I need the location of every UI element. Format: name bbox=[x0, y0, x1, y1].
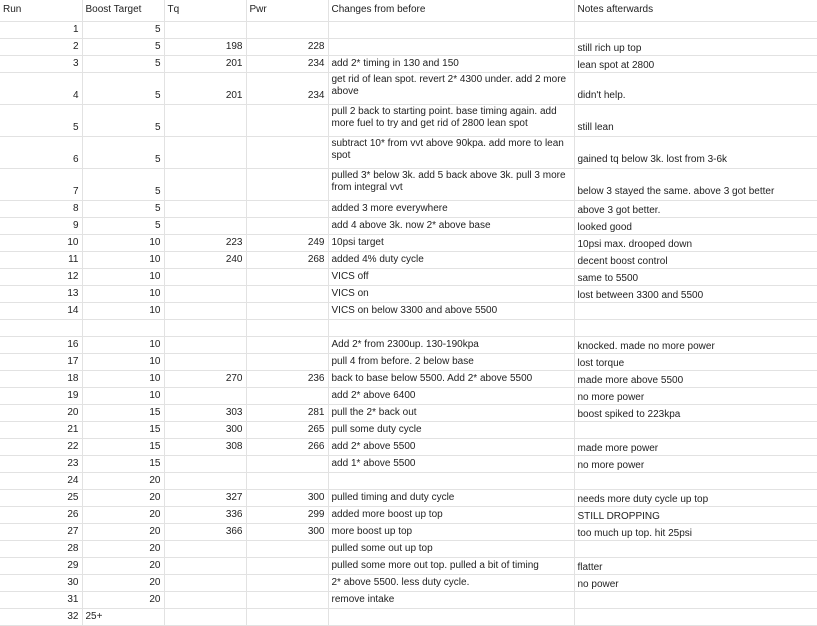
cell-notes[interactable]: 10psi max. drooped down bbox=[574, 235, 817, 252]
cell-pwr[interactable] bbox=[246, 575, 328, 592]
cell-pwr[interactable] bbox=[246, 303, 328, 320]
cell-pwr[interactable]: 234 bbox=[246, 73, 328, 105]
cell-run[interactable]: 8 bbox=[0, 201, 82, 218]
cell-boost-target[interactable]: 15 bbox=[82, 456, 164, 473]
table-row bbox=[0, 235, 817, 252]
cell-boost-target[interactable]: 5 bbox=[82, 105, 164, 137]
cell-tq[interactable] bbox=[164, 320, 246, 337]
cell-boost-target[interactable]: 10 bbox=[82, 252, 164, 269]
cell-pwr[interactable] bbox=[246, 592, 328, 609]
cell-notes[interactable]: gained tq below 3k. lost from 3-6k bbox=[574, 137, 817, 169]
cell-pwr[interactable] bbox=[246, 337, 328, 354]
cell-run[interactable]: 19 bbox=[0, 388, 82, 405]
cell-run[interactable]: 25 bbox=[0, 490, 82, 507]
cell-notes[interactable]: same to 5500 bbox=[574, 269, 817, 286]
cell-boost-target[interactable]: 5 bbox=[82, 137, 164, 169]
cell-pwr[interactable] bbox=[246, 354, 328, 371]
cell-changes[interactable]: VICS on below 3300 and above 5500 bbox=[328, 303, 574, 320]
cell-boost-target[interactable]: 15 bbox=[82, 422, 164, 439]
cell-boost-target[interactable]: 10 bbox=[82, 371, 164, 388]
header-changes[interactable]: Changes from before bbox=[328, 0, 574, 22]
cell-notes[interactable]: decent boost control bbox=[574, 252, 817, 269]
table-row bbox=[0, 405, 817, 422]
cell-run[interactable]: 26 bbox=[0, 507, 82, 524]
cell-changes[interactable]: VICS on bbox=[328, 286, 574, 303]
table-row bbox=[0, 22, 817, 39]
cell-notes[interactable] bbox=[574, 541, 817, 558]
table-row bbox=[0, 609, 817, 626]
table-row bbox=[0, 371, 817, 388]
cell-notes[interactable]: STILL DROPPING bbox=[574, 507, 817, 524]
table-row bbox=[0, 490, 817, 507]
cell-tq[interactable] bbox=[164, 105, 246, 137]
cell-run[interactable]: 3 bbox=[0, 56, 82, 73]
cell-pwr[interactable]: 234 bbox=[246, 56, 328, 73]
cell-boost-target[interactable]: 10 bbox=[82, 269, 164, 286]
table-row bbox=[0, 252, 817, 269]
cell-run[interactable]: 24 bbox=[0, 473, 82, 490]
cell-tq[interactable] bbox=[164, 169, 246, 201]
cell-tq[interactable] bbox=[164, 269, 246, 286]
table-row bbox=[0, 56, 817, 73]
header-run[interactable]: Run bbox=[0, 0, 82, 22]
cell-boost-target[interactable]: 20 bbox=[82, 541, 164, 558]
cell-tq[interactable]: 198 bbox=[164, 39, 246, 56]
table-row bbox=[0, 201, 817, 218]
cell-pwr[interactable] bbox=[246, 456, 328, 473]
cell-changes[interactable] bbox=[328, 320, 574, 337]
cell-boost-target[interactable]: 20 bbox=[82, 507, 164, 524]
cell-notes[interactable]: made more power bbox=[574, 439, 817, 456]
cell-tq[interactable] bbox=[164, 218, 246, 235]
cell-boost-target[interactable]: 5 bbox=[82, 22, 164, 39]
cell-run[interactable]: 32 bbox=[0, 609, 82, 626]
cell-notes[interactable]: flatter bbox=[574, 558, 817, 575]
cell-notes[interactable]: boost spiked to 223kpa bbox=[574, 405, 817, 422]
cell-pwr[interactable] bbox=[246, 218, 328, 235]
cell-boost-target[interactable]: 5 bbox=[82, 169, 164, 201]
cell-changes[interactable]: pulled timing and duty cycle bbox=[328, 490, 574, 507]
header-tq[interactable]: Tq bbox=[164, 0, 246, 22]
cell-tq[interactable]: 366 bbox=[164, 524, 246, 541]
cell-notes[interactable] bbox=[574, 303, 817, 320]
cell-notes[interactable]: lost between 3300 and 5500 bbox=[574, 286, 817, 303]
cell-changes[interactable] bbox=[328, 22, 574, 39]
cell-boost-target[interactable]: 5 bbox=[82, 201, 164, 218]
cell-pwr[interactable]: 300 bbox=[246, 524, 328, 541]
cell-boost-target[interactable]: 20 bbox=[82, 490, 164, 507]
table-row bbox=[0, 73, 817, 105]
cell-pwr[interactable] bbox=[246, 558, 328, 575]
cell-tq[interactable] bbox=[164, 575, 246, 592]
cell-notes[interactable] bbox=[574, 320, 817, 337]
cell-boost-target[interactable]: 10 bbox=[82, 235, 164, 252]
cell-changes[interactable] bbox=[328, 609, 574, 626]
cell-notes[interactable]: looked good bbox=[574, 218, 817, 235]
table-row bbox=[0, 473, 817, 490]
cell-tq[interactable]: 201 bbox=[164, 56, 246, 73]
cell-pwr[interactable]: 228 bbox=[246, 39, 328, 56]
cell-notes[interactable]: no power bbox=[574, 575, 817, 592]
cell-changes[interactable]: Add 2* from 2300up. 130-190kpa bbox=[328, 337, 574, 354]
table-row bbox=[0, 286, 817, 303]
cell-changes[interactable]: 2* above 5500. less duty cycle. bbox=[328, 575, 574, 592]
cell-tq[interactable]: 300 bbox=[164, 422, 246, 439]
cell-notes[interactable]: lean spot at 2800 bbox=[574, 56, 817, 73]
cell-notes[interactable]: no more power bbox=[574, 456, 817, 473]
table-body bbox=[0, 22, 817, 626]
cell-changes[interactable]: add 2* above 5500 bbox=[328, 439, 574, 456]
table-row bbox=[0, 524, 817, 541]
cell-run[interactable]: 29 bbox=[0, 558, 82, 575]
cell-notes[interactable]: lost torque bbox=[574, 354, 817, 371]
table-row bbox=[0, 422, 817, 439]
cell-tq[interactable] bbox=[164, 137, 246, 169]
cell-notes[interactable]: made more above 5500 bbox=[574, 371, 817, 388]
cell-boost-target[interactable]: 10 bbox=[82, 354, 164, 371]
cell-boost-target[interactable] bbox=[82, 320, 164, 337]
cell-notes[interactable] bbox=[574, 22, 817, 39]
cell-changes[interactable]: added 3 more everywhere bbox=[328, 201, 574, 218]
cell-tq[interactable]: 327 bbox=[164, 490, 246, 507]
cell-tq[interactable]: 201 bbox=[164, 73, 246, 105]
cell-run[interactable]: 16 bbox=[0, 337, 82, 354]
cell-boost-target[interactable]: 10 bbox=[82, 286, 164, 303]
table-row bbox=[0, 592, 817, 609]
cell-pwr[interactable]: 236 bbox=[246, 371, 328, 388]
table-row bbox=[0, 137, 817, 169]
cell-boost-target[interactable]: 10 bbox=[82, 337, 164, 354]
cell-run[interactable]: 30 bbox=[0, 575, 82, 592]
cell-notes[interactable]: knocked. made no more power bbox=[574, 337, 817, 354]
cell-notes[interactable]: below 3 stayed the same. above 3 got better bbox=[574, 169, 817, 201]
header-notes[interactable]: Notes afterwards bbox=[574, 0, 817, 22]
cell-run[interactable]: 14 bbox=[0, 303, 82, 320]
cell-run[interactable]: 12 bbox=[0, 269, 82, 286]
cell-boost-target[interactable]: 10 bbox=[82, 388, 164, 405]
cell-run[interactable]: 23 bbox=[0, 456, 82, 473]
cell-pwr[interactable] bbox=[246, 105, 328, 137]
cell-run[interactable]: 31 bbox=[0, 592, 82, 609]
table-row bbox=[0, 169, 817, 201]
cell-notes[interactable]: still lean bbox=[574, 105, 817, 137]
cell-tq[interactable] bbox=[164, 558, 246, 575]
cell-changes[interactable]: more boost up top bbox=[328, 524, 574, 541]
cell-tq[interactable] bbox=[164, 609, 246, 626]
table-row bbox=[0, 575, 817, 592]
cell-boost-target[interactable]: 20 bbox=[82, 575, 164, 592]
cell-pwr[interactable] bbox=[246, 22, 328, 39]
cell-changes[interactable]: subtract 10* from vvt above 90kpa. add more to lean spot bbox=[328, 137, 574, 169]
table-row bbox=[0, 456, 817, 473]
cell-boost-target[interactable]: 5 bbox=[82, 218, 164, 235]
cell-tq[interactable] bbox=[164, 201, 246, 218]
cell-run[interactable]: 5 bbox=[0, 105, 82, 137]
cell-run[interactable]: 7 bbox=[0, 169, 82, 201]
cell-changes[interactable] bbox=[328, 39, 574, 56]
cell-pwr[interactable] bbox=[246, 473, 328, 490]
cell-notes[interactable] bbox=[574, 609, 817, 626]
table-row bbox=[0, 320, 817, 337]
cell-run[interactable]: 28 bbox=[0, 541, 82, 558]
cell-boost-target[interactable]: 5 bbox=[82, 56, 164, 73]
cell-pwr[interactable] bbox=[246, 269, 328, 286]
cell-changes[interactable]: pull some duty cycle bbox=[328, 422, 574, 439]
table-row bbox=[0, 439, 817, 456]
cell-boost-target[interactable]: 25+ bbox=[82, 609, 164, 626]
cell-changes[interactable]: pulled some out up top bbox=[328, 541, 574, 558]
cell-tq[interactable]: 336 bbox=[164, 507, 246, 524]
cell-tq[interactable] bbox=[164, 592, 246, 609]
cell-changes[interactable]: pulled some more out top. pulled a bit of timing bbox=[328, 558, 574, 575]
cell-pwr[interactable] bbox=[246, 388, 328, 405]
cell-boost-target[interactable]: 5 bbox=[82, 39, 164, 56]
cell-tq[interactable] bbox=[164, 388, 246, 405]
cell-pwr[interactable]: 300 bbox=[246, 490, 328, 507]
cell-tq[interactable] bbox=[164, 354, 246, 371]
cell-tq[interactable] bbox=[164, 22, 246, 39]
cell-boost-target[interactable]: 10 bbox=[82, 303, 164, 320]
table-row bbox=[0, 39, 817, 56]
table-row bbox=[0, 337, 817, 354]
cell-tq[interactable]: 240 bbox=[164, 252, 246, 269]
cell-boost-target[interactable]: 20 bbox=[82, 592, 164, 609]
cell-notes[interactable] bbox=[574, 592, 817, 609]
cell-changes[interactable]: VICS off bbox=[328, 269, 574, 286]
cell-tq[interactable] bbox=[164, 473, 246, 490]
cell-changes[interactable]: 10psi target bbox=[328, 235, 574, 252]
table-row bbox=[0, 507, 817, 524]
cell-run[interactable]: 21 bbox=[0, 422, 82, 439]
cell-run[interactable]: 22 bbox=[0, 439, 82, 456]
cell-boost-target[interactable]: 5 bbox=[82, 73, 164, 105]
cell-run[interactable]: 18 bbox=[0, 371, 82, 388]
header-pwr[interactable]: Pwr bbox=[246, 0, 328, 22]
cell-run[interactable]: 13 bbox=[0, 286, 82, 303]
table-row bbox=[0, 558, 817, 575]
cell-run[interactable] bbox=[0, 320, 82, 337]
cell-tq[interactable] bbox=[164, 286, 246, 303]
cell-notes[interactable]: didn't help. bbox=[574, 73, 817, 105]
cell-changes[interactable]: added 4% duty cycle bbox=[328, 252, 574, 269]
cell-pwr[interactable] bbox=[246, 169, 328, 201]
cell-tq[interactable] bbox=[164, 541, 246, 558]
table-row bbox=[0, 354, 817, 371]
cell-changes[interactable]: pull 2 back to starting point. base timing again. add more fuel to try and get rid of 2800 lean spot bbox=[328, 105, 574, 137]
table-row bbox=[0, 269, 817, 286]
cell-changes[interactable] bbox=[328, 473, 574, 490]
cell-pwr[interactable]: 265 bbox=[246, 422, 328, 439]
cell-run[interactable]: 27 bbox=[0, 524, 82, 541]
cell-tq[interactable]: 308 bbox=[164, 439, 246, 456]
cell-tq[interactable]: 270 bbox=[164, 371, 246, 388]
cell-changes[interactable]: pull 4 from before. 2 below base bbox=[328, 354, 574, 371]
cell-pwr[interactable]: 268 bbox=[246, 252, 328, 269]
cell-boost-target[interactable]: 20 bbox=[82, 558, 164, 575]
cell-run[interactable]: 4 bbox=[0, 73, 82, 105]
cell-boost-target[interactable]: 20 bbox=[82, 524, 164, 541]
cell-pwr[interactable]: 266 bbox=[246, 439, 328, 456]
cell-pwr[interactable] bbox=[246, 541, 328, 558]
cell-changes[interactable]: add 1* above 5500 bbox=[328, 456, 574, 473]
cell-changes[interactable]: pull the 2* back out bbox=[328, 405, 574, 422]
cell-boost-target[interactable]: 15 bbox=[82, 439, 164, 456]
table-row bbox=[0, 541, 817, 558]
cell-run[interactable]: 20 bbox=[0, 405, 82, 422]
cell-changes[interactable]: add 2* above 6400 bbox=[328, 388, 574, 405]
header-row bbox=[0, 0, 817, 22]
cell-notes[interactable]: needs more duty cycle up top bbox=[574, 490, 817, 507]
cell-boost-target[interactable]: 15 bbox=[82, 405, 164, 422]
cell-pwr[interactable] bbox=[246, 137, 328, 169]
cell-notes[interactable] bbox=[574, 473, 817, 490]
cell-run[interactable]: 6 bbox=[0, 137, 82, 169]
cell-run[interactable]: 10 bbox=[0, 235, 82, 252]
table-row bbox=[0, 218, 817, 235]
cell-run[interactable]: 2 bbox=[0, 39, 82, 56]
cell-notes[interactable]: no more power bbox=[574, 388, 817, 405]
cell-pwr[interactable]: 249 bbox=[246, 235, 328, 252]
cell-notes[interactable]: still rich up top bbox=[574, 39, 817, 56]
header-boost-target[interactable]: Boost Target bbox=[82, 0, 164, 22]
cell-tq[interactable] bbox=[164, 303, 246, 320]
cell-changes[interactable]: add 2* timing in 130 and 150 bbox=[328, 56, 574, 73]
cell-notes[interactable] bbox=[574, 422, 817, 439]
cell-tq[interactable]: 223 bbox=[164, 235, 246, 252]
cell-boost-target[interactable]: 20 bbox=[82, 473, 164, 490]
cell-notes[interactable]: above 3 got better. bbox=[574, 201, 817, 218]
cell-pwr[interactable] bbox=[246, 201, 328, 218]
table-row bbox=[0, 303, 817, 320]
cell-notes[interactable]: too much up top. hit 25psi bbox=[574, 524, 817, 541]
cell-pwr[interactable] bbox=[246, 320, 328, 337]
cell-changes[interactable]: added more boost up top bbox=[328, 507, 574, 524]
table-row bbox=[0, 388, 817, 405]
cell-tq[interactable] bbox=[164, 456, 246, 473]
cell-run[interactable]: 1 bbox=[0, 22, 82, 39]
cell-pwr[interactable] bbox=[246, 609, 328, 626]
cell-changes[interactable]: remove intake bbox=[328, 592, 574, 609]
cell-changes[interactable]: back to base below 5500. Add 2* above 5500 bbox=[328, 371, 574, 388]
cell-changes[interactable]: add 4 above 3k. now 2* above base bbox=[328, 218, 574, 235]
cell-changes[interactable]: get rid of lean spot. revert 2* 4300 under. add 2 more above bbox=[328, 73, 574, 105]
table-row bbox=[0, 105, 817, 137]
cell-tq[interactable]: 303 bbox=[164, 405, 246, 422]
cell-tq[interactable] bbox=[164, 337, 246, 354]
cell-run[interactable]: 17 bbox=[0, 354, 82, 371]
cell-pwr[interactable] bbox=[246, 286, 328, 303]
cell-pwr[interactable]: 299 bbox=[246, 507, 328, 524]
cell-changes[interactable]: pulled 3* below 3k. add 5 back above 3k. pull 3 more from integral vvt bbox=[328, 169, 574, 201]
cell-pwr[interactable]: 281 bbox=[246, 405, 328, 422]
cell-run[interactable]: 9 bbox=[0, 218, 82, 235]
cell-run[interactable]: 11 bbox=[0, 252, 82, 269]
